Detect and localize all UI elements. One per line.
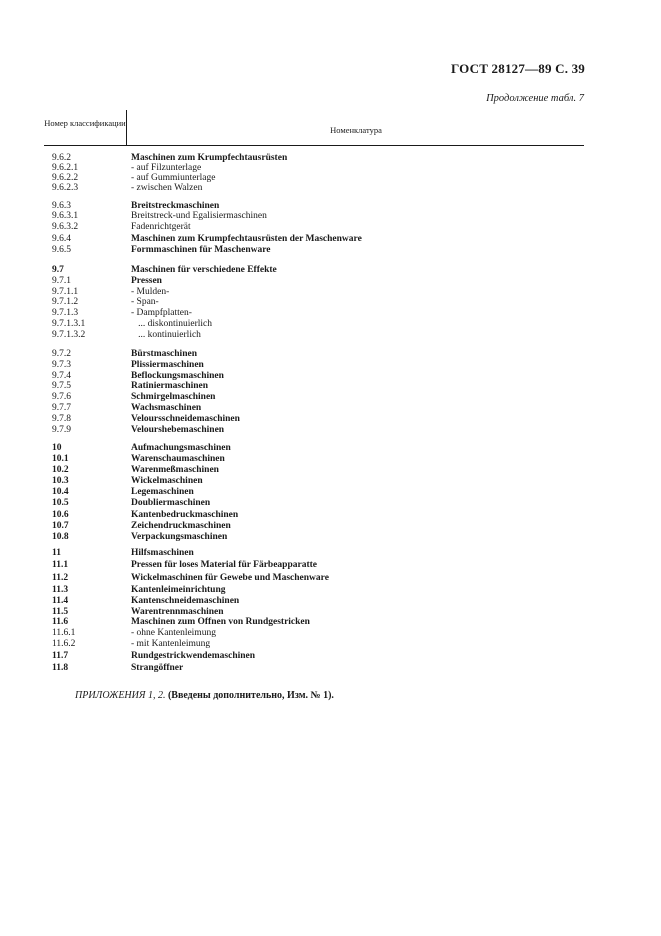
classification-number: 11.2 [52,573,69,583]
table-row [0,585,620,596]
table-row [0,454,620,465]
column-header-nomenclature: Номенклатура [330,125,382,135]
classification-number: 9.6.4 [52,234,71,244]
table-row [0,211,620,222]
table-row [0,360,620,371]
table-row [0,245,620,256]
column-divider [126,110,127,145]
nomenclature-text: Pressen für loses Material für Färbeapparatte [131,560,318,570]
table-row [0,487,620,498]
classification-number: 9.7.1.3.1 [52,319,86,329]
classification-number: 11 [52,548,61,558]
classification-number: 9.6.2.1 [52,163,79,173]
table-row [0,465,620,476]
classification-number: 10.7 [52,521,69,531]
table-row [0,573,620,584]
classification-number: 9.7.1.3.2 [52,330,86,340]
classification-number: 9.7.6 [52,392,71,402]
table-row [0,308,620,319]
classification-number: 9.6.5 [52,245,71,255]
table-row [0,510,620,521]
nomenclature-text: - Span- [131,297,159,307]
nomenclature-text: - auf Filzunterlage [131,163,202,173]
nomenclature-text: Legemaschinen [131,487,194,497]
classification-number: 11.3 [52,585,69,595]
nomenclature-text: - zwischen Walzen [131,183,203,193]
nomenclature-text: Warentrennmaschinen [131,607,224,617]
table-row [0,639,620,650]
nomenclature-text: Wachsmaschinen [131,403,202,413]
nomenclature-text: Breitstreckmaschinen [131,201,220,211]
table-row [0,222,620,233]
table-row [0,297,620,308]
nomenclature-text: Kantenschneidemaschinen [131,596,240,606]
classification-number: 11.6 [52,617,69,627]
classification-number: 9.7.2 [52,349,71,359]
nomenclature-text: Zeichendruckmaschinen [131,521,231,531]
nomenclature-text: Hilfsmaschinen [131,548,194,558]
table-row [0,183,620,194]
nomenclature-text: Plissiermaschinen [131,360,204,370]
nomenclature-text: Warenmeßmaschinen [131,465,219,475]
table-row [0,476,620,487]
classification-number: 10.3 [52,476,69,486]
table-row [0,498,620,509]
classification-number: 9.6.3.2 [52,222,79,232]
classification-number: 9.6.2.3 [52,183,79,193]
table-row [0,319,620,330]
classification-number: 9.7.1 [52,276,71,286]
table-row [0,330,620,341]
classification-number: 9.6.3.1 [52,211,79,221]
appendix-label: ПРИЛОЖЕНИЯ 1, 2. [75,690,166,701]
nomenclature-text: Beflockungsmaschinen [131,371,224,381]
table-row [0,381,620,392]
nomenclature-text: Doubliermaschinen [131,498,211,508]
column-header-number: Номер классификации [44,118,126,128]
table-row [0,443,620,454]
nomenclature-text: Formmaschinen für Maschenware [131,245,271,255]
classification-number: 9.7.4 [52,371,71,381]
nomenclature-text: Breitstreck-und Egalisiermaschinen [131,211,267,221]
nomenclature-text: Wickelmaschinen für Gewebe und Maschenware [131,573,329,583]
table-row [0,234,620,245]
nomenclature-text: Kantenleimeinrichtung [131,585,226,595]
nomenclature-text: Veloursschneidemaschinen [131,414,240,424]
classification-number: 9.7.1.2 [52,297,79,307]
nomenclature-text: Aufmachungsmaschinen [131,443,231,453]
classification-number: 9.7.8 [52,414,71,424]
classification-number: 9.6.2.2 [52,173,79,183]
nomenclature-text: Fadenrichtgerät [131,222,191,232]
nomenclature-text: Maschinen zum Offnen von Rundgestricken [131,617,310,627]
nomenclature-text: Kantenbedruckmaschinen [131,510,239,520]
classification-number: 11.1 [52,560,69,570]
classification-number: 9.7.1.1 [52,287,79,297]
table-row [0,628,620,639]
table-row [0,532,620,543]
nomenclature-text: Maschinen für verschiedene Effekte [131,265,277,275]
classification-number: 9.7.1.3 [52,308,79,318]
classification-number: 11.5 [52,607,69,617]
nomenclature-text: Bürstmaschinen [131,349,197,359]
nomenclature-text: Pressen [131,276,162,286]
classification-number: 11.4 [52,596,69,606]
classification-number: 11.7 [52,651,69,661]
classification-number: 10.4 [52,487,69,497]
classification-number: 11.8 [52,663,69,673]
table-row [0,403,620,414]
classification-number: 9.7.5 [52,381,71,391]
table-row [0,651,620,662]
classification-number: 9.7.3 [52,360,71,370]
classification-number: 10.8 [52,532,69,542]
nomenclature-text: Ratiniermaschinen [131,381,209,391]
classification-number: 10 [52,443,62,453]
nomenclature-text: Verpackungsmaschinen [131,532,228,542]
nomenclature-text: - ohne Kantenleimung [131,628,216,638]
nomenclature-text: ... kontinuierlich [131,330,201,340]
classification-number: 9.7.7 [52,403,71,413]
nomenclature-text: Velourshebemaschinen [131,425,225,435]
page-header: ГОСТ 28127—89 С. 39 [451,61,585,76]
nomenclature-text: - Mulden- [131,287,170,297]
classification-number: 10.1 [52,454,69,464]
nomenclature-text: ... diskontinuierlich [131,319,213,329]
classification-number: 11.6.2 [52,639,76,649]
table-row [0,349,620,360]
nomenclature-text: - auf Gummiunterlage [131,173,216,183]
classification-number: 9.6.3 [52,201,71,211]
nomenclature-text: Maschinen zum Krumpfechtausrüsten der Maschenware [131,234,362,244]
table-row [0,414,620,425]
classification-number: 9.7.9 [52,425,71,435]
classification-number: 10.5 [52,498,69,508]
appendix-note [75,690,334,701]
table-row [0,617,620,628]
table-header [44,110,584,146]
table-row [0,596,620,607]
classification-number: 10.6 [52,510,69,520]
table-row [0,265,620,276]
nomenclature-text: - Dampfplatten- [131,308,192,318]
nomenclature-text: Warenschaumaschinen [131,454,225,464]
nomenclature-text: Maschinen zum Krumpfechtausrüsten [131,153,288,163]
table-row [0,548,620,559]
nomenclature-text: - mit Kantenleimung [131,639,211,649]
table-row [0,663,620,674]
classification-number: 9.7 [52,265,64,275]
table-row [0,560,620,571]
classification-number: 10.2 [52,465,69,475]
table-continuation-label: Продолжение табл. 7 [486,93,584,104]
table-row [0,276,620,287]
table-row [0,392,620,403]
nomenclature-text: Wickelmaschinen [131,476,203,486]
table-row [0,425,620,436]
classification-number: 11.6.1 [52,628,76,638]
appendix-amendment: (Введены дополнительно, Изм. № 1). [167,690,334,701]
nomenclature-text: Strangöffner [131,663,184,673]
nomenclature-text: Rundgestrickwendemaschinen [131,651,256,661]
nomenclature-text: Schmirgelmaschinen [131,392,216,402]
classification-number: 9.6.2 [52,153,71,163]
table-row [0,521,620,532]
